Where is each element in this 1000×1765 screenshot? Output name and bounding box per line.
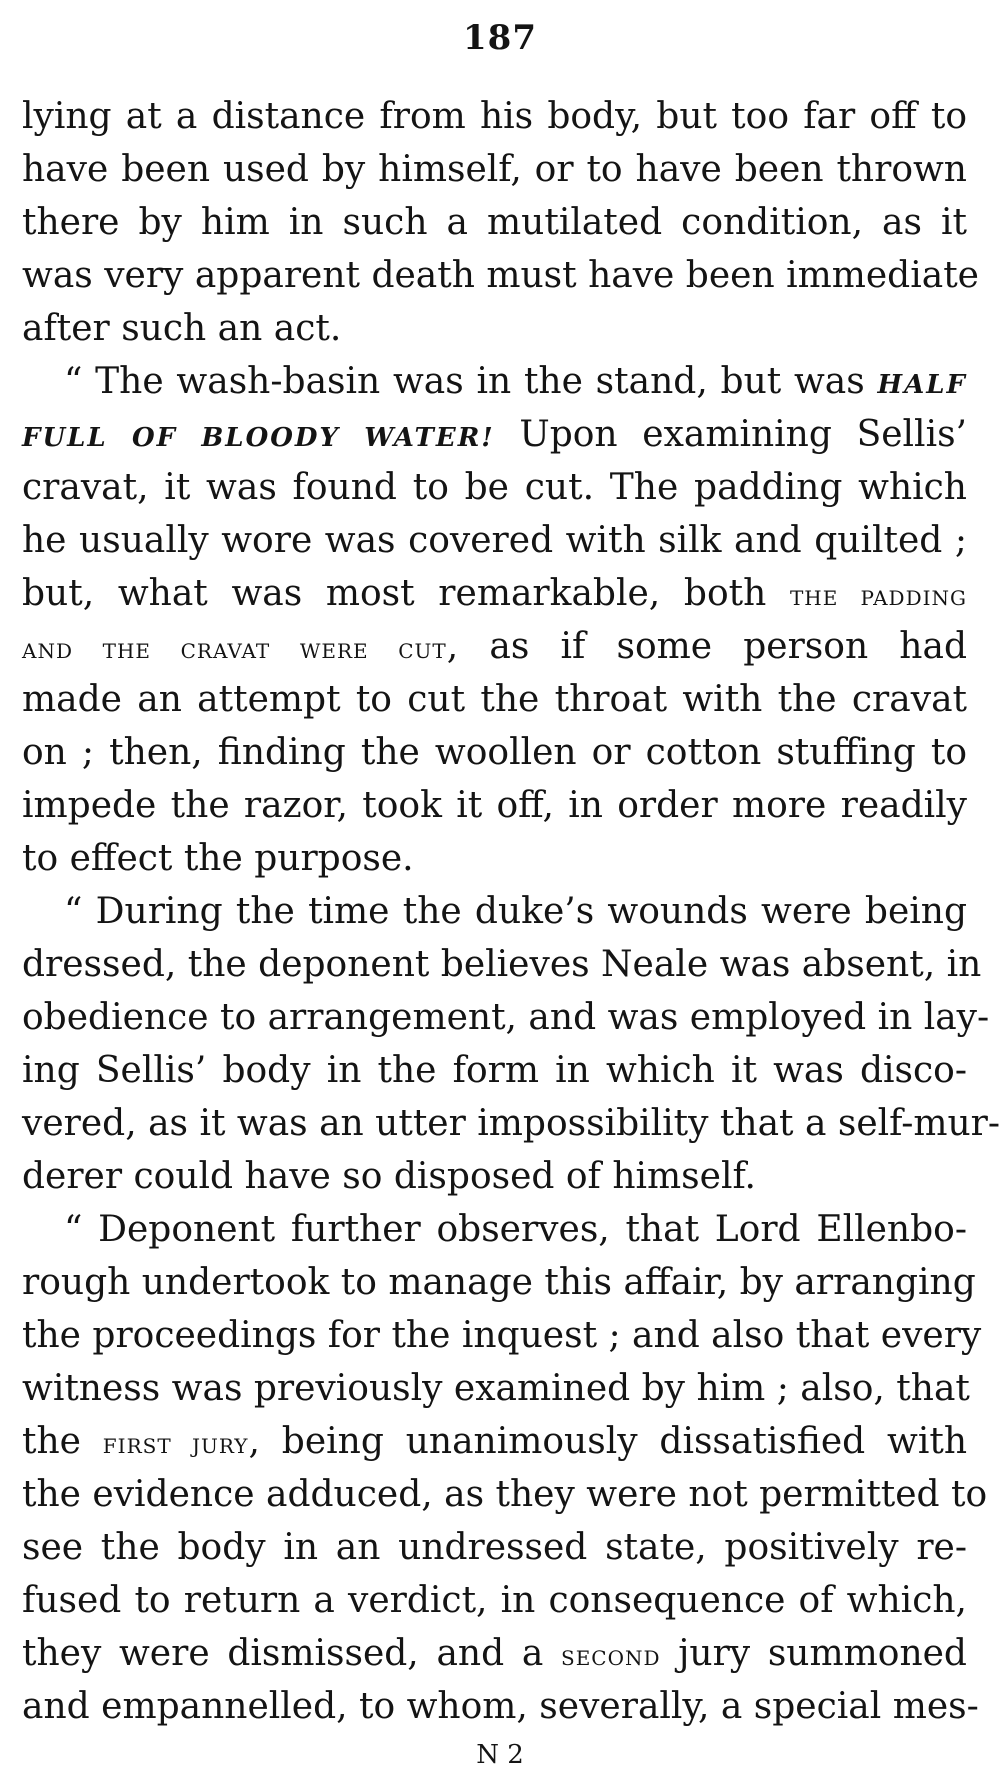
small-caps-emphasis: second <box>561 1639 661 1672</box>
text-segment: jury summoned <box>660 1633 967 1674</box>
text-line <box>22 1680 979 1733</box>
text-segment: impede the razor, took it off, in order more readily <box>22 785 967 826</box>
text-segment: made an attempt to cut the throat with the cravat <box>22 679 967 720</box>
text-segment: obedience to arrangement, and was employed in lay- <box>22 997 990 1038</box>
text-line <box>22 1097 1000 1150</box>
text-segment: was very apparent death must have been immediate <box>22 255 979 296</box>
text-segment: Upon examining Sellis’ <box>494 414 967 455</box>
text-segment: “ Deponent further observes, that Lord Ellenbo- <box>64 1209 967 1250</box>
text-line <box>22 620 967 673</box>
text-line <box>22 355 967 408</box>
page-number: 187 <box>463 18 537 58</box>
text-line <box>22 991 990 1044</box>
text-line <box>22 1521 967 1574</box>
text-segment: to effect the purpose. <box>22 838 414 879</box>
text-line <box>22 1150 967 1203</box>
text-line <box>22 779 967 832</box>
text-segment: derer could have so disposed of himself. <box>22 1156 756 1197</box>
text-line <box>22 1362 970 1415</box>
text-line <box>22 1627 967 1680</box>
text-segment: have been used by himself, or to have been thrown <box>22 149 967 190</box>
text-segment: rough undertook to manage this affair, by arranging <box>22 1262 976 1303</box>
text-segment: , being unanimously dissatisfied with <box>248 1421 968 1462</box>
text-segment: the <box>22 1421 103 1462</box>
small-caps-emphasis: the padding <box>789 579 968 612</box>
text-segment: ing Sellis’ body in the form in which it was disco- <box>22 1050 967 1091</box>
text-line <box>22 90 967 143</box>
text-segment: the evidence adduced, as they were not permitted to <box>22 1474 988 1515</box>
text-line <box>22 249 979 302</box>
text-line <box>22 885 967 938</box>
text-segment: “ During the time the duke’s wounds were being <box>64 891 967 932</box>
text-line <box>22 1044 967 1097</box>
text-line <box>22 567 967 620</box>
text-segment: the proceedings for the inquest ; and also that every <box>22 1315 982 1356</box>
text-line <box>22 302 967 355</box>
text-segment: “ The wash-basin was in the stand, but was <box>64 361 878 402</box>
text-segment: they were dismissed, and a <box>22 1633 561 1674</box>
text-segment: on ; then, finding the woollen or cotton stuffing to <box>22 732 967 773</box>
signature-mark: N 2 <box>476 1742 524 1765</box>
text-segment: and empannelled, to whom, severally, a special mes- <box>22 1686 979 1727</box>
text-segment: lying at a distance from his body, but too far off to <box>22 96 967 137</box>
text-line <box>22 673 967 726</box>
text-segment: witness was previously examined by him ; also, that <box>22 1368 970 1409</box>
small-caps-emphasis: and the cravat were cut <box>22 632 447 665</box>
text-segment: see the body in an undressed state, positively re- <box>22 1527 967 1568</box>
text-segment: fused to return a verdict, in consequence of which, <box>22 1580 967 1621</box>
text-line <box>22 1256 976 1309</box>
text-line <box>22 1203 967 1256</box>
text-line <box>22 514 967 567</box>
text-line <box>22 832 967 885</box>
text-line <box>22 1574 967 1627</box>
text-line <box>22 143 967 196</box>
body-text <box>22 90 1000 1733</box>
small-caps-emphasis: first jury <box>102 1427 249 1460</box>
text-line <box>22 938 982 991</box>
text-segment: after such an act. <box>22 308 342 349</box>
text-segment: vered, as it was an utter impossibility that a self-mur- <box>22 1103 1000 1144</box>
text-line <box>22 408 967 461</box>
text-segment: , as if some person had <box>446 626 967 667</box>
text-line <box>22 196 967 249</box>
text-segment: dressed, the deponent believes Neale was absent, in <box>22 944 982 985</box>
italic-emphasis: HALF <box>877 370 967 400</box>
text-line <box>22 461 967 514</box>
text-segment: cravat, it was found to be cut. The padding which <box>22 467 967 508</box>
text-segment: he usually wore was covered with silk and quilted ; <box>22 520 967 561</box>
text-line <box>22 1415 967 1468</box>
text-line <box>22 726 967 779</box>
text-segment: but, what was most remarkable, both <box>22 573 790 614</box>
text-line <box>22 1468 988 1521</box>
text-segment: there by him in such a mutilated condition, as it <box>22 202 967 243</box>
text-line <box>22 1309 982 1362</box>
italic-emphasis: FULL OF BLOODY WATER! <box>22 423 495 453</box>
